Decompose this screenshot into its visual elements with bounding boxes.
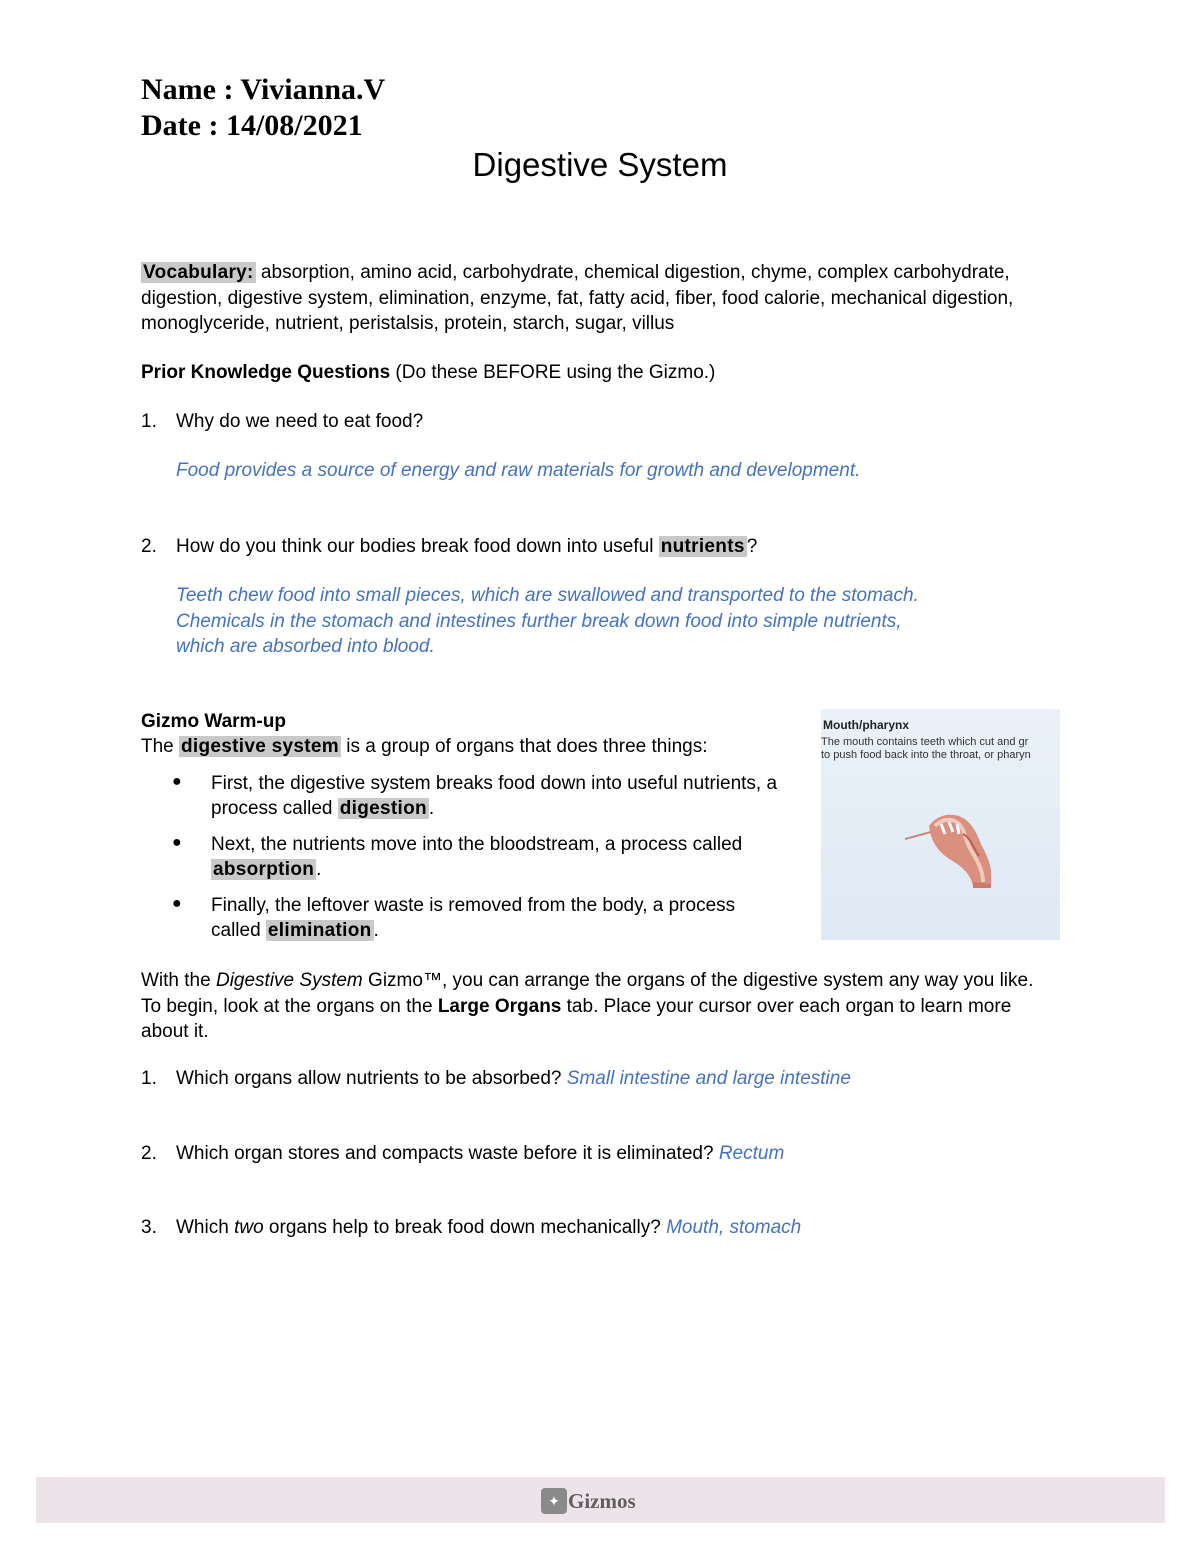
bullet-2-after: .	[316, 859, 322, 880]
bullet-3-highlight: elimination	[267, 920, 372, 941]
para-part-2: Gizmo™, you can arrange the organs of the digestive system any way you like. To begin, look at the organs on the	[141, 970, 1034, 1017]
warmup-q3-answer: Mouth, stomach	[666, 1217, 802, 1238]
warmup-q1-answer: Small intestine and large intestine	[566, 1068, 851, 1089]
prior-q2-number: 2.	[141, 536, 157, 557]
prior-heading-text: Prior Knowledge Questions	[141, 362, 391, 383]
prior-q2-answer-line-3: which are absorbed into blood.	[176, 636, 435, 657]
warmup-q1	[176, 1068, 851, 1090]
bullet-1-text: First, the digestive system breaks food down into useful nutrients, a process called	[211, 773, 778, 819]
para-italic: Digestive System	[215, 970, 363, 991]
warmup-q3-italic: two	[234, 1217, 264, 1238]
prior-knowledge-heading	[141, 360, 715, 386]
para-part-3: tab. Place your cursor over each organ to learn more about it.	[141, 995, 1012, 1042]
prior-heading-note: (Do these BEFORE using the Gizmo.)	[390, 362, 716, 383]
gizmo-screenshot-description	[821, 736, 1060, 762]
bullet-1-highlight: digestion	[339, 798, 427, 819]
warmup-q3-number: 3.	[141, 1217, 157, 1238]
footer-bar	[36, 1477, 1165, 1523]
para-part-1: With the	[141, 970, 216, 991]
warmup-bullet-3	[211, 893, 751, 943]
prior-q2-answer-line-2: Chemicals in the stomach and intestines further break down food into simple nutrients,	[176, 611, 902, 632]
warmup-intro	[141, 734, 707, 760]
bullet-3-after: .	[373, 920, 379, 941]
gizmo-screenshot	[821, 709, 1060, 940]
warmup-q1-number: 1.	[141, 1068, 157, 1089]
warmup-q2-text: Which organ stores and compacts waste before it is eliminated?	[176, 1143, 719, 1164]
gizmo-desc-line-2: to push food back into the throat, or pharyn	[821, 749, 1031, 761]
prior-q2-text-before: How do you think our bodies break food down into useful	[176, 536, 659, 557]
warmup-q2	[176, 1143, 784, 1165]
prior-q2-text	[176, 536, 757, 558]
bullet-icon: ●	[172, 895, 182, 912]
prior-q1-text: Why do we need to eat food?	[176, 411, 424, 432]
warmup-q1-text: Which organs allow nutrients to be absorbed?	[176, 1068, 567, 1089]
warmup-q3-text-after: organs help to break food down mechanically?	[263, 1217, 667, 1238]
warmup-intro-before: The	[141, 736, 180, 757]
gizmos-logo	[541, 1486, 636, 1516]
gizmos-logo-icon: ✦	[541, 1488, 567, 1514]
bullet-icon: ●	[172, 834, 182, 851]
page-title: Digestive System	[472, 146, 728, 183]
prior-q2-answer-line-1: Teeth chew food into small pieces, which are swallowed and transported to the stomach.	[176, 585, 919, 606]
bullet-icon: ●	[172, 773, 182, 790]
prior-q1-answer: Food provides a source of energy and raw materials for growth and development.	[176, 460, 861, 481]
vocabulary-list: absorption, amino acid, carbohydrate, chemical digestion, chyme, complex carbohydrate, digestion, digestive system, elimination, enzyme, fat, fatty acid, fiber, food calorie, mechanical digestion, monoglyceride, nutrient, peristalsis, protein, starch, sugar, villus	[141, 262, 1014, 334]
warmup-q2-number: 2.	[141, 1143, 157, 1164]
warmup-bullet-2	[211, 832, 771, 882]
worksheet-date: Date : 14/08/2021	[141, 109, 363, 142]
gizmo-instructions-paragraph	[141, 968, 1056, 1045]
prior-q2-text-after: ?	[746, 536, 758, 557]
warmup-intro-highlight: digestive system	[181, 736, 339, 757]
vocabulary-label: Vocabulary:	[143, 262, 254, 283]
bullet-2-text: Next, the nutrients move into the bloodstream, a process called	[211, 834, 743, 855]
gizmo-desc-line-1: The mouth contains teeth which cut and gr	[821, 736, 1029, 748]
warmup-intro-after: is a group of organs that does three things:	[340, 736, 708, 757]
warmup-bullet-1	[211, 771, 781, 821]
warmup-q3	[176, 1217, 801, 1239]
mouth-pharynx-organ-image	[901, 804, 996, 889]
student-name: Name : Vivianna.V	[141, 73, 386, 106]
warmup-heading: Gizmo Warm-up	[141, 711, 286, 732]
bullet-1-after: .	[428, 798, 435, 819]
para-bold: Large Organs	[437, 995, 562, 1017]
gizmos-logo-text: Gizmos	[568, 1488, 636, 1513]
gizmo-screenshot-title: Mouth/pharynx	[823, 718, 909, 732]
prior-q1-number: 1.	[141, 411, 157, 432]
warmup-q3-text-before: Which	[176, 1217, 235, 1238]
bullet-3-text: Finally, the leftover waste is removed from the body, a process called	[211, 895, 736, 941]
vocabulary-section	[141, 260, 1071, 337]
prior-q2-highlight: nutrients	[660, 536, 745, 557]
warmup-q2-answer: Rectum	[718, 1143, 785, 1164]
bullet-2-highlight: absorption	[213, 859, 315, 880]
